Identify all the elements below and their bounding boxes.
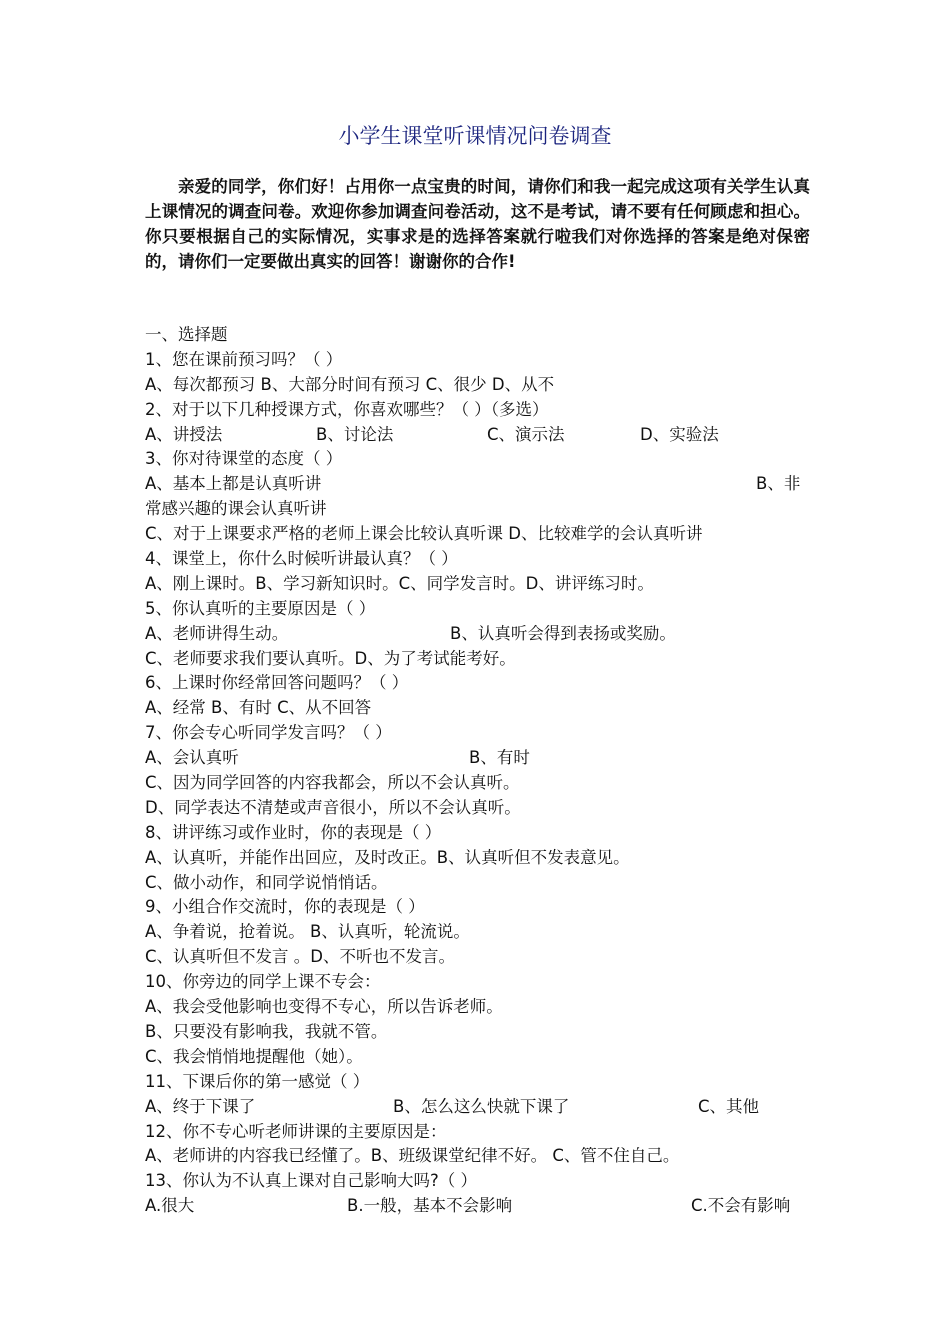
option-a: A、讲授法	[145, 424, 223, 444]
question-5-options-ab	[145, 622, 810, 647]
option-c: C、其他	[698, 1096, 760, 1116]
question-8: 8、讲评练习或作业时，你的表现是（ ）	[145, 822, 442, 842]
question-6: 6、上课时你经常回答问题吗？（ ）	[145, 673, 409, 693]
question-10-option-b: B、只要没有影响我，我就不管。	[145, 1021, 388, 1041]
question-7: 7、你会专心听同学发言吗？（ ）	[145, 723, 392, 743]
question-7-options-ab	[145, 746, 810, 771]
question-10-option-c: C、我会悄悄地提醒他（她）。	[145, 1046, 363, 1066]
question-12: 12、你不专心听老师讲课的主要原因是：	[145, 1121, 447, 1141]
question-10: 10、你旁边的同学上课不专会：	[145, 972, 381, 992]
question-5: 5、你认真听的主要原因是（ ）	[145, 598, 376, 618]
option-b: B、有时	[469, 748, 530, 768]
option-b: B.一般，基本不会影响	[347, 1196, 513, 1216]
option-a: A、终于下课了	[145, 1096, 256, 1116]
question-3: 3、你对待课堂的态度（ ）	[145, 449, 343, 469]
question-12-options: A、老师讲的内容我已经懂了。B、班级课堂纪律不好。 C、管不住自己。	[145, 1146, 680, 1166]
option-a: A、老师讲得生动。	[145, 623, 289, 643]
question-2-options	[145, 423, 810, 448]
question-3-options-cd: C、对于上课要求严格的老师上课会比较认真听课 D、比较难学的会认真听讲	[145, 524, 703, 544]
question-6-options: A、经常 B、有时 C、从不回答	[145, 698, 372, 718]
option-a: A、基本上都是认真听讲	[145, 474, 322, 494]
question-13-options	[145, 1194, 810, 1219]
option-b: B、认真听会得到表扬或奖励。	[450, 623, 676, 643]
option-b-start: B、非	[756, 474, 801, 494]
question-1-options: A、每次都预习 B、大部分时间有预习 C、很少 D、从不	[145, 374, 555, 394]
question-4: 4、课堂上，你什么时候听讲最认真？（ ）	[145, 549, 458, 569]
section-heading: 一、选择题	[145, 325, 228, 344]
questionnaire-body	[145, 323, 810, 1219]
question-3-options-ab	[145, 472, 810, 497]
option-c: C、演示法	[487, 424, 565, 444]
question-5-options-cd: C、老师要求我们要认真听。D、为了考试能考好。	[145, 648, 516, 668]
option-a: A.很大	[145, 1196, 195, 1216]
question-11: 11、下课后你的第一感觉（ ）	[145, 1071, 370, 1091]
question-4-options: A、刚上课时。B、学习新知识时。C、同学发言时。D、讲评练习时。	[145, 573, 654, 593]
option-b: B、怎么这么快就下课了	[393, 1096, 570, 1116]
question-9-options-cd: C、认真听但不发言 。D、不听也不发言。	[145, 947, 455, 967]
question-9: 9、小组合作交流时，你的表现是（ ）	[145, 897, 425, 917]
page-title: 小学生课堂听课情况问卷调查	[338, 124, 612, 148]
question-3-option-b-cont: 常感兴趣的课会认真听讲	[145, 499, 327, 519]
option-d: D、实验法	[640, 424, 719, 444]
question-10-option-a: A、我会受他影响也变得不专心，所以告诉老师。	[145, 997, 503, 1017]
question-13: 13、你认为不认真上课对自己影响大吗?（ ）	[145, 1171, 477, 1191]
question-8-options-ab: A、认真听，并能作出回应，及时改正。B、认真听但不发表意见。	[145, 847, 630, 867]
option-a: A、会认真听	[145, 748, 239, 768]
question-9-options-ab: A、争着说，抢着说。 B、认真听，轮流说。	[145, 922, 470, 942]
question-11-options	[145, 1095, 810, 1120]
option-c: C.不会有影响	[691, 1196, 791, 1216]
question-7-option-c: C、因为同学回答的内容我都会，所以不会认真听。	[145, 773, 520, 793]
question-1: 1、您在课前预习吗？（ ）	[145, 349, 343, 369]
option-b: B、讨论法	[316, 424, 394, 444]
question-8-option-c: C、做小动作，和同学说悄悄话。	[145, 872, 388, 892]
intro-paragraph: 亲爱的同学，你们好！占用你一点宝贵的时间，请你们和我一起完成这项有关学生认真上课情况的调查问卷。欢迎你参加调查问卷活动，这不是考试，请不要有任何顾虑和担心。你只要根据自己的实际情况，实事求是的选择答案就行啦我们对你选择的答案是绝对保密的，请你们一定要做出真实的回答！谢谢你的合作!	[145, 177, 810, 271]
question-2: 2、对于以下几种授课方式，你喜欢哪些？（ ）（多选）	[145, 399, 549, 419]
question-7-option-d: D、同学表达不清楚或声音很小，所以不会认真听。	[145, 797, 521, 817]
